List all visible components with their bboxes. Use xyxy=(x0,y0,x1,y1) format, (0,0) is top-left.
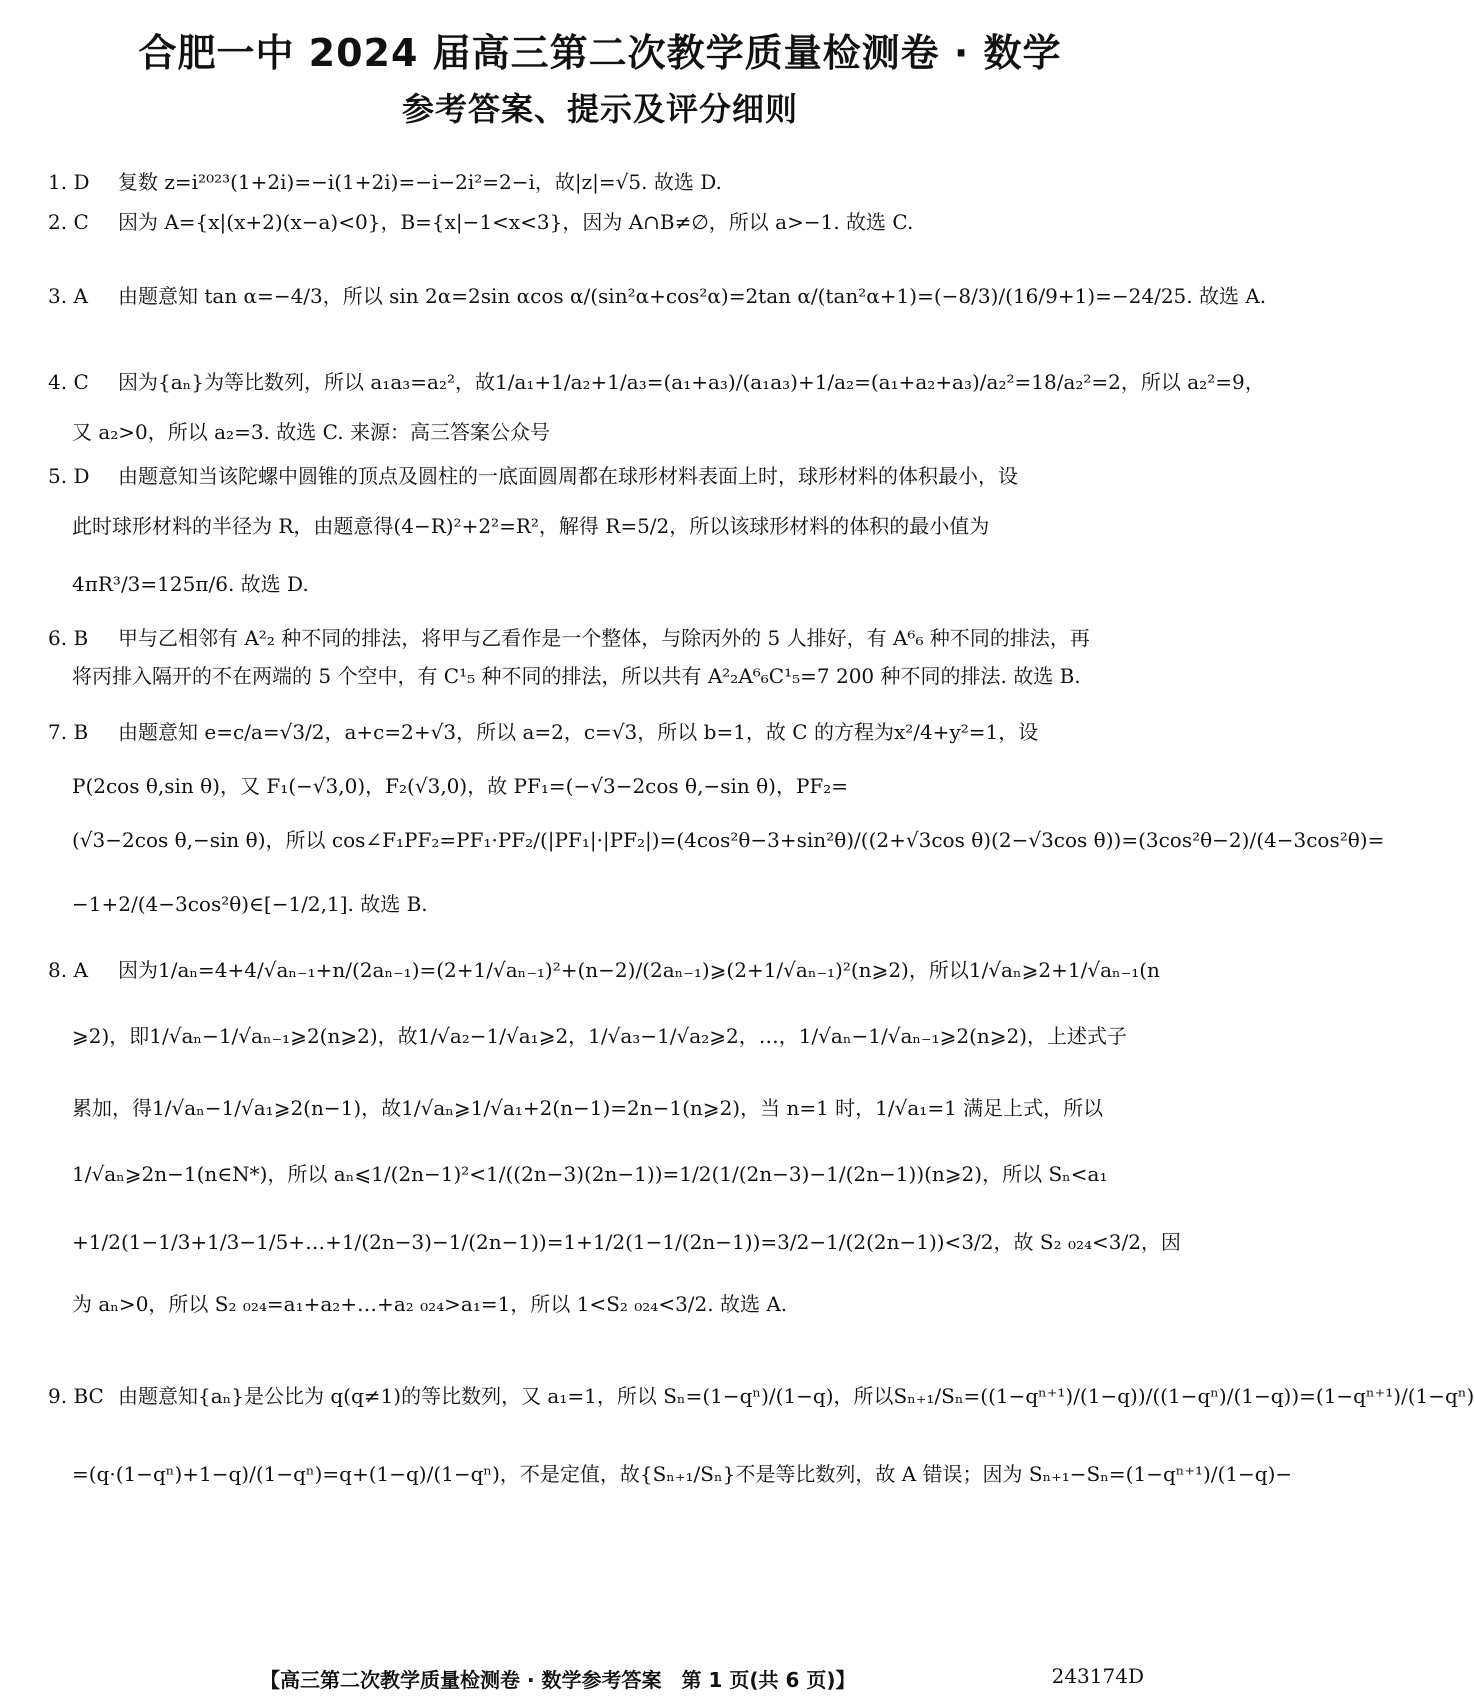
answer-number: 6. B xyxy=(48,626,89,650)
answer-number: 1. D xyxy=(48,170,90,194)
answer-line xyxy=(72,512,1152,540)
answer-text: 为 aₙ>0，所以 S₂ ₀₂₄=a₁+a₂+…+a₂ ₀₂₄>a₁=1，所以 1<S₂ ₀₂₄<3/2. 故选 A. xyxy=(72,1292,788,1316)
answer-line xyxy=(72,772,1152,800)
footer-page-info: 【高三第二次教学质量检测卷 · 数学参考答案 第 1 页(共 6 页)】 xyxy=(260,1668,856,1692)
answer-text: 复数 z=i²⁰²³(1+2i)=−i(1+2i)=−i−2i²=2−i，故|z|=√5. 故选 D. xyxy=(118,170,722,194)
answer-line xyxy=(72,1460,1293,1488)
answer-line xyxy=(72,1228,1181,1256)
answer-text: (√3−2cos θ,−sin θ)，所以 cos∠F₁PF₂=PF₁·PF₂/(|PF₁|·|PF₂|)=(4cos²θ−3+sin²θ)/((2+√3cos θ)(2−√3cos θ))=(3cos²θ−2)/(4−3cos²θ)= xyxy=(72,828,1385,852)
page-title: 合肥一中 2024 届高三第二次教学质量检测卷 · 数学 xyxy=(138,31,1062,75)
answer-text: 1/√aₙ⩾2n−1(n∈N*)，所以 aₙ⩽1/(2n−1)²<1/((2n−3)(2n−1))=1/2(1/(2n−3)−1/(2n−1))(n⩾2)，所以 Sₙ<a₁ xyxy=(72,1162,1108,1186)
answer-line xyxy=(72,418,1152,446)
answer-line xyxy=(72,826,1385,854)
answer-line xyxy=(72,890,1152,918)
answer-line xyxy=(72,1160,1152,1188)
answer-line xyxy=(48,462,1152,490)
answer-line xyxy=(48,208,1152,236)
answer-text: 甲与乙相邻有 A²₂ 种不同的排法，将甲与乙看作是一个整体，与除丙外的 5 人排好，有 A⁶₆ 种不同的排法，再 xyxy=(118,626,1090,650)
answer-text: 由题意知{aₙ}是公比为 q(q≠1)的等比数列，又 a₁=1，所以 Sₙ=(1−qⁿ)/(1−q)，所以Sₙ₊₁/Sₙ=((1−qⁿ⁺¹)/(1−q))/((1−qⁿ)/(1−q))=(1−qⁿ⁺¹)/(1−qⁿ) xyxy=(118,1384,1474,1408)
answer-number: 4. C xyxy=(48,370,89,394)
answer-text: 因为{aₙ}为等比数列，所以 a₁a₃=a₂²，故1/a₁+1/a₂+1/a₃=(a₁+a₃)/(a₁a₃)+1/a₂=(a₁+a₂+a₃)/a₂²=18/a₂²=2，所以 a₂²=9， xyxy=(118,370,1265,394)
answer-line xyxy=(48,956,1160,984)
answer-text: =(q·(1−qⁿ)+1−q)/(1−qⁿ)=q+(1−q)/(1−qⁿ)，不是定值，故{Sₙ₊₁/Sₙ}不是等比数列，故 A 错误；因为 Sₙ₊₁−Sₙ=(1−qⁿ⁺¹)/(1−q)− xyxy=(72,1462,1293,1486)
answer-text: 累加，得1/√aₙ−1/√a₁⩾2(n−1)，故1/√aₙ⩾1/√a₁+2(n−1)=2n−1(n⩾2)，当 n=1 时，1/√a₁=1 满足上式，所以 xyxy=(72,1096,1104,1120)
answer-number: 2. C xyxy=(48,210,89,234)
answer-line xyxy=(72,570,1152,598)
answer-text: P(2cos θ,sin θ)，又 F₁(−√3,0)，F₂(√3,0)，故 PF₁=(−√3−2cos θ,−sin θ)，PF₂= xyxy=(72,774,849,798)
answer-line xyxy=(72,1290,1152,1318)
answer-line xyxy=(72,1022,1152,1050)
answer-line xyxy=(72,1094,1152,1122)
answer-text: 因为1/aₙ=4+4/√aₙ₋₁+n/(2aₙ₋₁)=(2+1/√aₙ₋₁)²+(n−2)/(2aₙ₋₁)⩾(2+1/√aₙ₋₁)²(n⩾2)，所以1/√aₙ⩾2+1/√aₙ₋₁(n xyxy=(118,958,1160,982)
answer-text: 此时球形材料的半径为 R，由题意得(4−R)²+2²=R²，解得 R=5/2，所以该球形材料的体积的最小值为 xyxy=(72,514,990,538)
answer-number: 3. A xyxy=(48,284,88,308)
answer-text: 将丙排入隔开的不在两端的 5 个空中，有 C¹₅ 种不同的排法，所以共有 A²₂A⁶₆C¹₅=7 200 种不同的排法. 故选 B. xyxy=(72,664,1081,688)
answer-text: −1+2/(4−3cos²θ)∈[−1/2,1]. 故选 B. xyxy=(72,892,428,916)
page-subtitle: 参考答案、提示及评分细则 xyxy=(401,90,798,128)
answer-line xyxy=(48,368,1265,396)
answer-text: 又 a₂>0，所以 a₂=3. 故选 C. 来源：高三答案公众号 xyxy=(72,420,550,444)
answer-text: 4πR³/3=125π/6. 故选 D. xyxy=(72,572,309,596)
footer-code: 243174D xyxy=(1051,1664,1144,1688)
answer-line xyxy=(48,282,1267,310)
answer-line xyxy=(48,1382,1474,1410)
answer-number: 9. BC xyxy=(48,1384,104,1408)
answer-line xyxy=(48,624,1152,652)
answer-text: 因为 A={x|(x+2)(x−a)<0}，B={x|−1<x<3}，因为 A∩B≠∅，所以 a>−1. 故选 C. xyxy=(118,210,914,234)
answer-text: ⩾2)，即1/√aₙ−1/√aₙ₋₁⩾2(n⩾2)，故1/√a₂−1/√a₁⩾2，1/√a₃−1/√a₂⩾2，…，1/√aₙ−1/√aₙ₋₁⩾2(n⩾2)，上述式子 xyxy=(72,1024,1128,1048)
answer-line xyxy=(72,662,1152,690)
answer-number: 7. B xyxy=(48,720,89,744)
answer-text: +1/2(1−1/3+1/3−1/5+…+1/(2n−3)−1/(2n−1))=1+1/2(1−1/(2n−1))=3/2−1/(2(2n−1))<3/2，故 S₂ ₀₂₄<3/2，因 xyxy=(72,1230,1181,1254)
answer-number: 8. A xyxy=(48,958,88,982)
answer-text: 由题意知当该陀螺中圆锥的顶点及圆柱的一底面圆周都在球形材料表面上时，球形材料的体积最小，设 xyxy=(118,464,1018,488)
answer-text: 由题意知 tan α=−4/3，所以 sin 2α=2sin αcos α/(sin²α+cos²α)=2tan α/(tan²α+1)=(−8/3)/(16/9+1)=−24/25. 故选 A. xyxy=(118,284,1267,308)
answer-number: 5. D xyxy=(48,464,90,488)
answer-line xyxy=(48,718,1152,746)
answer-text: 由题意知 e=c/a=√3/2，a+c=2+√3，所以 a=2，c=√3，所以 b=1，故 C 的方程为x²/4+y²=1，设 xyxy=(118,720,1039,744)
answer-line xyxy=(48,168,1152,196)
